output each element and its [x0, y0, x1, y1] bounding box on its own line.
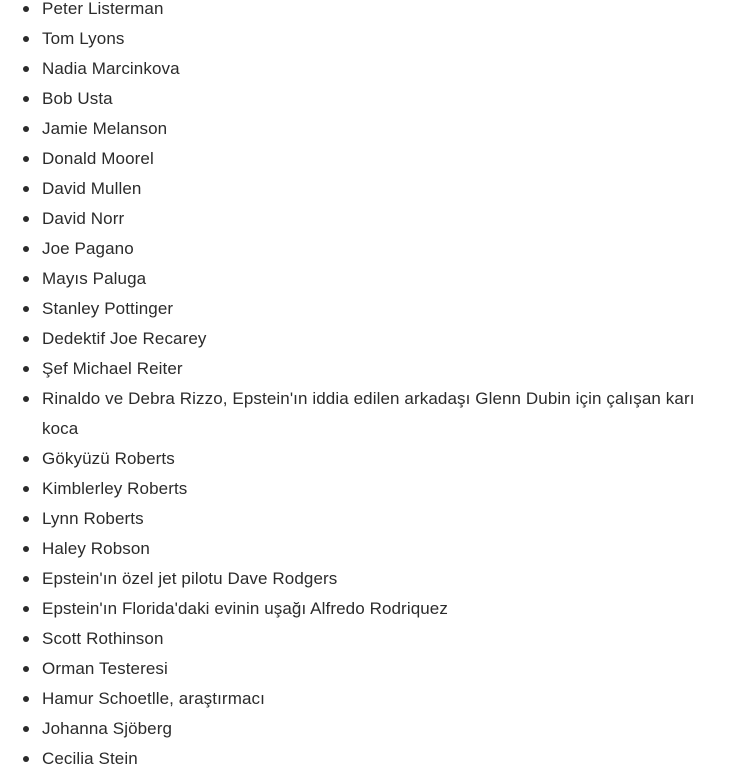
list-item-text: Hamur Schoetlle, araştırmacı	[42, 689, 265, 708]
list-item-text: Jamie Melanson	[42, 119, 168, 138]
list-item-text: David Norr	[42, 209, 125, 228]
list-item-text: David Mullen	[42, 179, 142, 198]
list-item	[0, 294, 750, 324]
bullet-icon	[23, 6, 29, 12]
list-item	[0, 534, 750, 564]
bullet-icon	[23, 396, 29, 402]
list-item	[0, 54, 750, 84]
list-item-text: Peter Listerman	[42, 0, 164, 18]
list-item	[0, 564, 750, 594]
list-item	[0, 234, 750, 264]
bullet-icon	[23, 66, 29, 72]
list-item-text: Dedektif Joe Recarey	[42, 329, 207, 348]
list-item-text: Cecilia Stein	[42, 749, 138, 768]
bullet-icon	[23, 216, 29, 222]
list-item	[0, 444, 750, 474]
list-item-text: Donald Moorel	[42, 149, 154, 168]
list-item-text: Scott Rothinson	[42, 629, 164, 648]
bullet-icon	[23, 156, 29, 162]
bullet-icon	[23, 126, 29, 132]
list-item-text: Gökyüzü Roberts	[42, 449, 175, 468]
bullet-icon	[23, 516, 29, 522]
list-item-text: Tom Lyons	[42, 29, 125, 48]
list-item	[0, 204, 750, 234]
list-item	[0, 654, 750, 684]
list-item	[0, 594, 750, 624]
bullet-icon	[23, 696, 29, 702]
list-item-text: Kimblerley Roberts	[42, 479, 188, 498]
bullet-icon	[23, 246, 29, 252]
list-item-text: Rinaldo ve Debra Rizzo, Epstein'ın iddia edilen arkadaşı Glenn Dubin için çalışan karı koca	[42, 389, 695, 438]
list-item-text: Joe Pagano	[42, 239, 134, 258]
list-item-text: Epstein'ın Florida'daki evinin uşağı Alfredo Rodriquez	[42, 599, 448, 618]
list-item-text: Bob Usta	[42, 89, 113, 108]
bullet-icon	[23, 96, 29, 102]
bullet-icon	[23, 306, 29, 312]
list-item-text: Orman Testeresi	[42, 659, 168, 678]
bullet-icon	[23, 276, 29, 282]
bullet-icon	[23, 756, 29, 762]
list-item	[0, 684, 750, 714]
list-item	[0, 144, 750, 174]
list-item-text: Mayıs Paluga	[42, 269, 147, 288]
list-item-text: Şef Michael Reiter	[42, 359, 183, 378]
list-item	[0, 264, 750, 294]
list-item	[0, 354, 750, 384]
list-item-text: Haley Robson	[42, 539, 150, 558]
list-item	[0, 114, 750, 144]
list-item	[0, 174, 750, 204]
list-item	[0, 714, 750, 744]
bullet-icon	[23, 366, 29, 372]
bullet-icon	[23, 456, 29, 462]
bullet-icon	[23, 336, 29, 342]
bullet-icon	[23, 186, 29, 192]
bullet-icon	[23, 636, 29, 642]
bullet-icon	[23, 726, 29, 732]
list-item-text: Stanley Pottinger	[42, 299, 174, 318]
bullet-icon	[23, 666, 29, 672]
list-item	[0, 24, 750, 54]
bullet-icon	[23, 546, 29, 552]
list-item	[0, 744, 750, 774]
list-item	[0, 384, 750, 444]
list-item	[0, 624, 750, 654]
list-item	[0, 0, 750, 24]
list-item	[0, 474, 750, 504]
bullet-icon	[23, 486, 29, 492]
list-item	[0, 84, 750, 114]
bullet-icon	[23, 36, 29, 42]
list-item-text: Epstein'ın özel jet pilotu Dave Rodgers	[42, 569, 338, 588]
list-item-text: Johanna Sjöberg	[42, 719, 173, 738]
list-item	[0, 504, 750, 534]
bullet-icon	[23, 606, 29, 612]
list-item-text: Nadia Marcinkova	[42, 59, 180, 78]
bullet-icon	[23, 576, 29, 582]
list-item	[0, 324, 750, 354]
list-item-text: Lynn Roberts	[42, 509, 144, 528]
